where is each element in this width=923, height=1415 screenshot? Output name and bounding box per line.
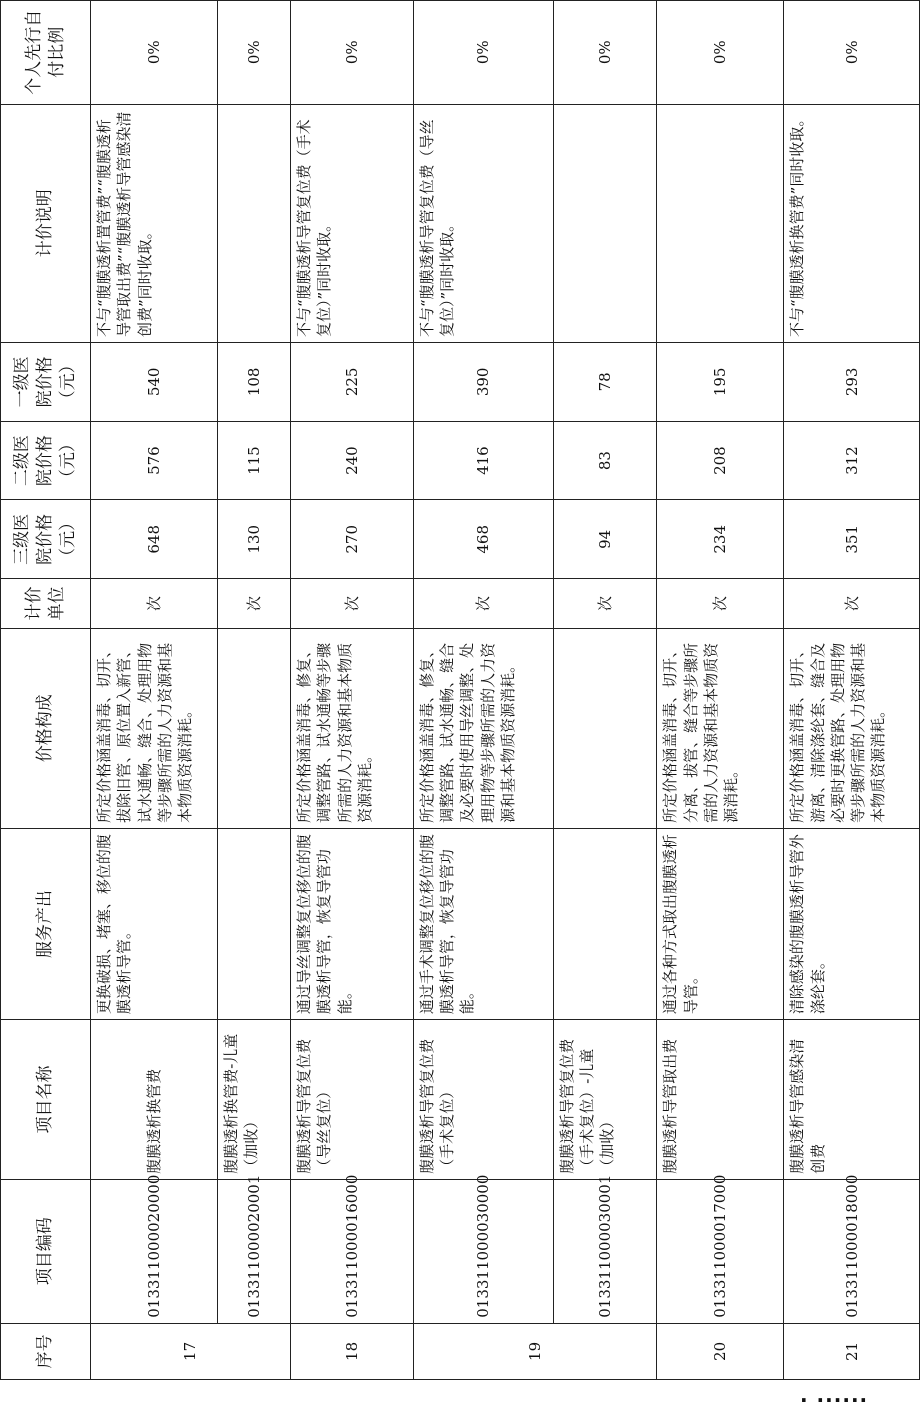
cell-unit: 次	[413, 579, 553, 628]
cell-description	[657, 104, 784, 342]
cell-description: 不与“腹膜透析置管费”“腹膜透析导管取出费”“腹膜透析导管感染清创费”同时收取。	[91, 104, 218, 342]
cell-self-pay-ratio: 0%	[553, 1, 656, 105]
table-row	[657, 1, 784, 1380]
header-service: 服务产出	[1, 828, 91, 1019]
cell-price-level3: 130	[218, 500, 291, 579]
cell-price-level2: 83	[553, 421, 656, 500]
cell-price-composition	[553, 628, 656, 828]
cell-service: 清除感染的腹膜透析导管外涤纶套。	[784, 828, 920, 1019]
cell-price-level1: 540	[91, 342, 218, 421]
cell-unit: 次	[91, 579, 218, 628]
cell-price-level1: 78	[553, 342, 656, 421]
table-row	[91, 1, 218, 1380]
cell-description: 不与“腹膜透析导管复位费（导丝复位）”同时收取。	[413, 104, 553, 342]
header-description: 计价说明	[1, 104, 91, 342]
header-price-level1: 一级医院价格（元）	[1, 342, 91, 421]
cell-self-pay-ratio: 0%	[291, 1, 414, 105]
cell-name: 腹膜透析导管复位费（手术复位）	[413, 1020, 553, 1180]
cell-name: 腹膜透析导管复位费（手术复位）-儿童（加收）	[553, 1020, 656, 1180]
cell-price-composition: 所定价格涵盖消毒、修复、调整管路、试水通畅、缝合及必要时使用导丝调整、处理用物等步骤所需的人力资源和基本物质资源消耗。	[413, 628, 553, 828]
cell-unit: 次	[291, 579, 414, 628]
cell-seq: 19	[413, 1323, 656, 1379]
table-row	[784, 1, 920, 1380]
cell-code: 013311000018000	[784, 1179, 920, 1323]
cell-self-pay-ratio: 0%	[91, 1, 218, 105]
header-price-level3: 三级医院价格（元）	[1, 500, 91, 579]
header-price-composition: 价格构成	[1, 628, 91, 828]
cell-price-level3: 351	[784, 500, 920, 579]
cell-service: 更换破损、堵塞、移位的腹膜透析导管。	[91, 828, 218, 1019]
cell-unit: 次	[657, 579, 784, 628]
cell-code: 013311000016000	[291, 1179, 414, 1323]
cell-price-level2: 416	[413, 421, 553, 500]
cell-price-level2: 208	[657, 421, 784, 500]
cell-price-composition	[218, 628, 291, 828]
cell-price-level3: 270	[291, 500, 414, 579]
cell-name: 腹膜透析导管复位费（导丝复位）	[291, 1020, 414, 1180]
cell-description	[218, 104, 291, 342]
cell-seq: 21	[784, 1323, 920, 1379]
continuation-mark: · ······	[800, 1388, 869, 1412]
cell-price-level2: 240	[291, 421, 414, 500]
cell-price-level2: 115	[218, 421, 291, 500]
cell-unit: 次	[553, 579, 656, 628]
cell-service: 通过各种方式取出腹膜透析导管。	[657, 828, 784, 1019]
cell-price-composition: 所定价格涵盖消毒、修复、调整管路、试水通畅等步骤所需的人力资源和基本物质资源消耗。	[291, 628, 414, 828]
header-name: 项目名称	[1, 1020, 91, 1180]
cell-self-pay-ratio: 0%	[413, 1, 553, 105]
cell-name: 腹膜透析换管费	[91, 1020, 218, 1180]
table-row	[218, 1, 291, 1380]
header-unit: 计价单位	[1, 579, 91, 628]
cell-description	[553, 104, 656, 342]
cell-price-level3: 648	[91, 500, 218, 579]
header-seq: 序号	[1, 1323, 91, 1379]
cell-price-level3: 94	[553, 500, 656, 579]
cell-price-level3: 234	[657, 500, 784, 579]
table-row	[553, 1, 656, 1380]
cell-price-level1: 195	[657, 342, 784, 421]
header-code: 项目编码	[1, 1179, 91, 1323]
cell-name: 腹膜透析换管费-儿童（加收）	[218, 1020, 291, 1180]
cell-service: 通过导丝调整复位移位的腹膜透析导管，恢复导管功能。	[291, 828, 414, 1019]
cell-code: 013311000030001	[553, 1179, 656, 1323]
cell-self-pay-ratio: 0%	[657, 1, 784, 105]
cell-self-pay-ratio: 0%	[218, 1, 291, 105]
cell-name: 腹膜透析导管感染清创费	[784, 1020, 920, 1180]
cell-price-composition: 所定价格涵盖消毒、切开、分离、拔管、缝合等步骤所需的人力资源和基本物质资源消耗。	[657, 628, 784, 828]
cell-code: 013311000030000	[413, 1179, 553, 1323]
cell-price-level1: 225	[291, 342, 414, 421]
table-row	[413, 1, 553, 1380]
cell-description: 不与“腹膜透析换管费”同时收取。	[784, 104, 920, 342]
cell-service	[218, 828, 291, 1019]
cell-price-level3: 468	[413, 500, 553, 579]
header-price-level2: 二级医院价格（元）	[1, 421, 91, 500]
cell-price-level2: 576	[91, 421, 218, 500]
cell-price-level2: 312	[784, 421, 920, 500]
cell-code: 013311000020001	[218, 1179, 291, 1323]
cell-price-level1: 108	[218, 342, 291, 421]
cell-seq: 17	[91, 1323, 291, 1379]
cell-service	[553, 828, 656, 1019]
cell-code: 013311000020000	[91, 1179, 218, 1323]
cell-seq: 18	[291, 1323, 414, 1379]
cell-price-composition: 所定价格涵盖消毒、切开、拔除旧管、原位置入新管、试水通畅、缝合、处理用物等步骤所需的人力资源和基本物质资源消耗。	[91, 628, 218, 828]
table-row	[291, 1, 414, 1380]
cell-name: 腹膜透析导管取出费	[657, 1020, 784, 1180]
cell-price-composition: 所定价格涵盖消毒、切开、游离、清除涤纶套、缝合及必要时更换管路、处理用物等步骤所需的人力资源和基本物质资源消耗。	[784, 628, 920, 828]
header-self-pay-ratio: 个人先行自付比例	[1, 1, 91, 105]
cell-price-level1: 293	[784, 342, 920, 421]
cell-service: 通过手术调整复位移位的腹膜透析导管，恢复导管功能。	[413, 828, 553, 1019]
cell-self-pay-ratio: 0%	[784, 1, 920, 105]
header-row	[1, 1, 91, 1380]
cell-description: 不与“腹膜透析导管复位费（手术复位）”同时收取。	[291, 104, 414, 342]
cell-unit: 次	[218, 579, 291, 628]
cell-price-level1: 390	[413, 342, 553, 421]
cell-unit: 次	[784, 579, 920, 628]
cell-code: 013311000017000	[657, 1179, 784, 1323]
cell-seq: 20	[657, 1323, 784, 1379]
